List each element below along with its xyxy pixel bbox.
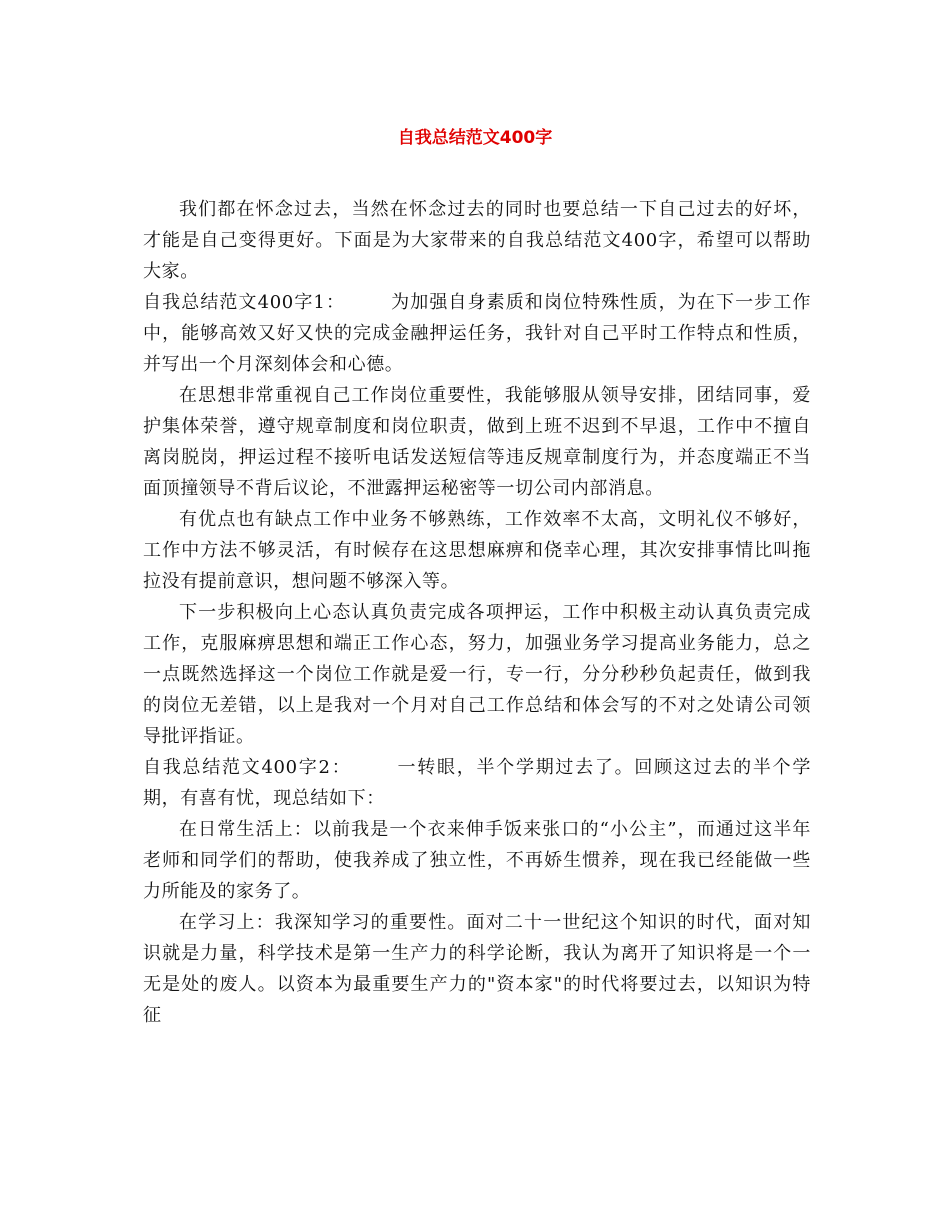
paragraph-daily-life: 在日常生活上：以前我是一个衣来伸手饭来张口的“小公主”，而通过这半年老师和同学们的帮助，使我养成了独立性，不再娇生惯养，现在我已经能做一些力所能及的家务了。 bbox=[143, 819, 811, 902]
section-1-label: 自我总结范文400字1： bbox=[143, 292, 346, 313]
paragraph-next-steps: 下一步积极向上心态认真负责完成各项押运，工作中积极主动认真负责完成工作，克服麻痹思想和端正工作心态，努力，加强业务学习提高业务能力，总之一点既然选择这一个岗位工作就是爱一行，专一行，分分秒秒负起责任，做到我的岗位无差错，以上是我对一个月对自己工作总结和体会写的不对之处请公司领导批评指证。 bbox=[143, 602, 811, 747]
section-2-label: 自我总结范文400字2： bbox=[143, 757, 352, 778]
section-1-paragraph: 自我总结范文400字1： 为加强自身素质和岗位特殊性质，为在下一步工作中，能够高效又好又快的完成金融押运任务，我针对自己平时工作特点和性质，并写出一个月深刻体会和心德。 bbox=[143, 292, 811, 375]
paragraph-thought: 在思想非常重视自己工作岗位重要性，我能够服从领导安排，团结同事，爱护集体荣誉，遵守规章制度和岗位职责，做到上班不迟到不早退，工作中不擅自离岗脱岗，押运过程不接听电话发送短信等违反规章制度行为，并态度端正不当面顶撞领导不背后议论，不泄露押运秘密等一切公司内部消息。 bbox=[143, 385, 811, 499]
section-2-paragraph: 自我总结范文400字2： 一转眼，半个学期过去了。回顾这过去的半个学期，有喜有忧，现总结如下： bbox=[143, 757, 811, 809]
document-body bbox=[143, 194, 811, 1031]
paragraph-study: 在学习上：我深知学习的重要性。面对二十一世纪这个知识的时代，面对知识就是力量，科学技术是第一生产力的科学论断，我认为离开了知识将是一个一无是处的废人。以资本为最重要生产力的"资本家"的时代将要过去，以知识为特征 bbox=[143, 912, 811, 1026]
paragraph-shortcomings: 有优点也有缺点工作中业务不够熟练，工作效率不太高，文明礼仪不够好，工作中方法不够灵活，有时候存在这思想麻痹和侥幸心理，其次安排事情比叫拖拉没有提前意识，想问题不够深入等。 bbox=[143, 509, 811, 592]
paragraph-intro: 我们都在怀念过去，当然在怀念过去的同时也要总结一下自己过去的好坏，才能是自己变得更好。下面是为大家带来的自我总结范文400字，希望可以帮助大家。 bbox=[143, 199, 811, 282]
document-title: 自我总结范文400字 bbox=[397, 128, 553, 148]
